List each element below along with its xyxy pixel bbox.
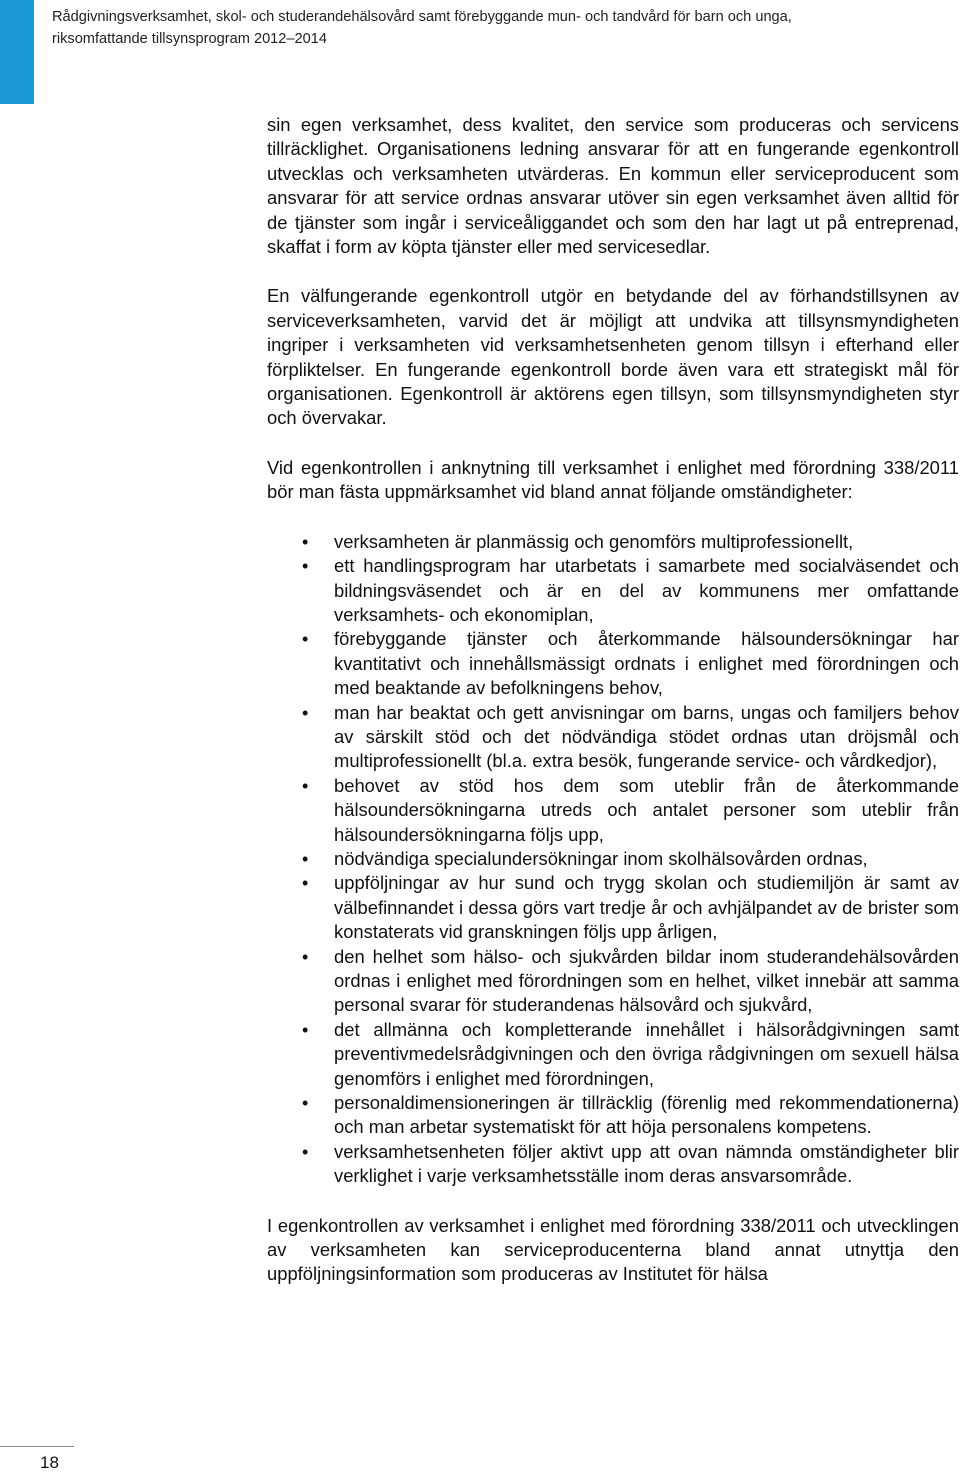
running-header [52, 6, 932, 50]
list-item-text: förebyggande tjänster och återkommande hälsoundersökningar har kvantitativt och innehållsmässigt ordnats i enlighet med förordningen och med beaktande av befolkningens behov, [334, 628, 959, 699]
paragraph: sin egen verksamhet, dess kvalitet, den service som produceras och servicens tillräcklighet. Organisationens ledning ansvarar för att en fungerande egenkontroll utvecklas och verksamheten utvärderas. En kommun eller serviceproducent som ansvarar för att service ordnas ansvarar utöver sin egen verksamhet även alltid för de tjänster som ingår i serviceåliggandet och som den har lagt ut på entreprenad, skaffat i form av köpta tjänster eller med servicesedlar. [267, 114, 959, 258]
list-item-text: det allmänna och kompletterande innehållet i hälsorådgivningen samt preventivmedelsrådgivningen och den övriga rådgivningen om sexuell hälsa genomförs i enlighet med förordningen, [334, 1018, 959, 1089]
bullet-icon: • [302, 946, 309, 967]
list-item [302, 1091, 959, 1140]
document-body [267, 113, 959, 1312]
bullet-icon: • [302, 629, 309, 650]
list-item-text: nödvändiga specialundersökningar inom skolhälsovården ordnas, [334, 847, 868, 869]
list-item [302, 701, 959, 774]
list-item [302, 945, 959, 1018]
list-item-text: verksamheten är planmässig och genomförs multiprofessionellt, [334, 530, 854, 552]
paragraph: Vid egenkontrollen i anknytning till verksamhet i enlighet med förordning 338/2011 bör man fästa uppmärksamhet vid bland annat följande omständigheter: [267, 456, 959, 503]
list-item-text: verksamhetsenheten följer aktivt upp att ovan nämnda omständigheter blir verklighet i varje verksamhetsställe inom deras ansvarsområde. [334, 1140, 959, 1187]
list-item-text: den helhet som hälso- och sjukvården bildar inom studerandehälsovården ordnas i enlighet med förordningen som en helhet, vilket innebär att samma personal svarar för studerandenas hälsovård och sjukvård, [334, 945, 959, 1016]
list-item [302, 554, 959, 627]
list-item [302, 774, 959, 847]
list-item [302, 530, 959, 554]
bullet-list [267, 530, 959, 1189]
list-item [302, 847, 959, 871]
bullet-icon: • [302, 1019, 309, 1040]
list-item-text: behovet av stöd hos dem som uteblir från de återkommande hälsoundersökningarna utreds och antalet personer som uteblir från hälsoundersökningarna följs upp, [334, 774, 959, 845]
list-item-text: ett handlingsprogram har utarbetats i samarbete med socialväsendet och bildningsväsendet och är en del av kommunens mer omfattande verksamhets- och ekonomiplan, [334, 555, 959, 625]
list-item [302, 1018, 959, 1091]
bullet-icon: • [302, 873, 309, 894]
bullet-icon: • [302, 775, 309, 796]
running-header-line-1: Rådgivningsverksamhet, skol- och studerandehälsovård samt förebyggande mun- och tandvård för barn och unga, [52, 9, 792, 25]
list-item [302, 871, 959, 944]
list-item-text: uppföljningar av hur sund och trygg skolan och studiemiljön är samt av välbefinnandet i dessa görs vart tredje år och avhjälpandet av de brister som konstaterats vid granskningen följs upp årligen, [334, 872, 959, 943]
list-item-text: man har beaktat och gett anvisningar om barns, ungas och familjers behov av särskilt stöd och det nödvändiga stödet ordnas utan dröjsmål och multiprofessionellt (bl.a. extra besök, fungerande service- och vårdkedjor), [334, 701, 959, 772]
footer-divider [0, 1446, 74, 1447]
bullet-icon: • [302, 1093, 309, 1114]
bullet-icon: • [302, 556, 309, 577]
list-item-text: personaldimensioneringen är tillräcklig (förenlig med rekommendationerna) och man arbetar systematiskt för att höja personalens kompetens. [334, 1092, 959, 1138]
paragraph: En välfungerande egenkontroll utgör en betydande del av förhandstillsynen av serviceverksamheten, varvid det är möjligt att undvika att tillsynsmyndigheten ingriper i verksamheten vid verksamhetsenheten genom tillsyn i efterhand eller förpliktelser. En fungerande egenkontroll borde även vara ett strategiskt mål för organisationen. Egenkontroll är aktörens egen tillsyn, som tillsynsmyndigheten styr och övervakar. [267, 285, 959, 429]
bullet-icon: • [302, 531, 309, 552]
closing-paragraph: I egenkontrollen av verksamhet i enlighet med förordning 338/2011 och utvecklingen av verksamheten kan serviceproducenterna bland annat utnyttja den uppföljningsinformation som produceras av Institutet för hälsa [267, 1214, 959, 1285]
list-item [302, 627, 959, 700]
header-accent-bar [0, 0, 34, 104]
page-number: 18 [40, 1453, 59, 1472]
list-item [302, 1140, 959, 1189]
running-header-line-2: riksomfattande tillsynsprogram 2012–2014 [52, 31, 328, 47]
bullet-icon: • [302, 848, 309, 869]
bullet-icon: • [302, 1141, 309, 1162]
bullet-icon: • [302, 702, 309, 723]
